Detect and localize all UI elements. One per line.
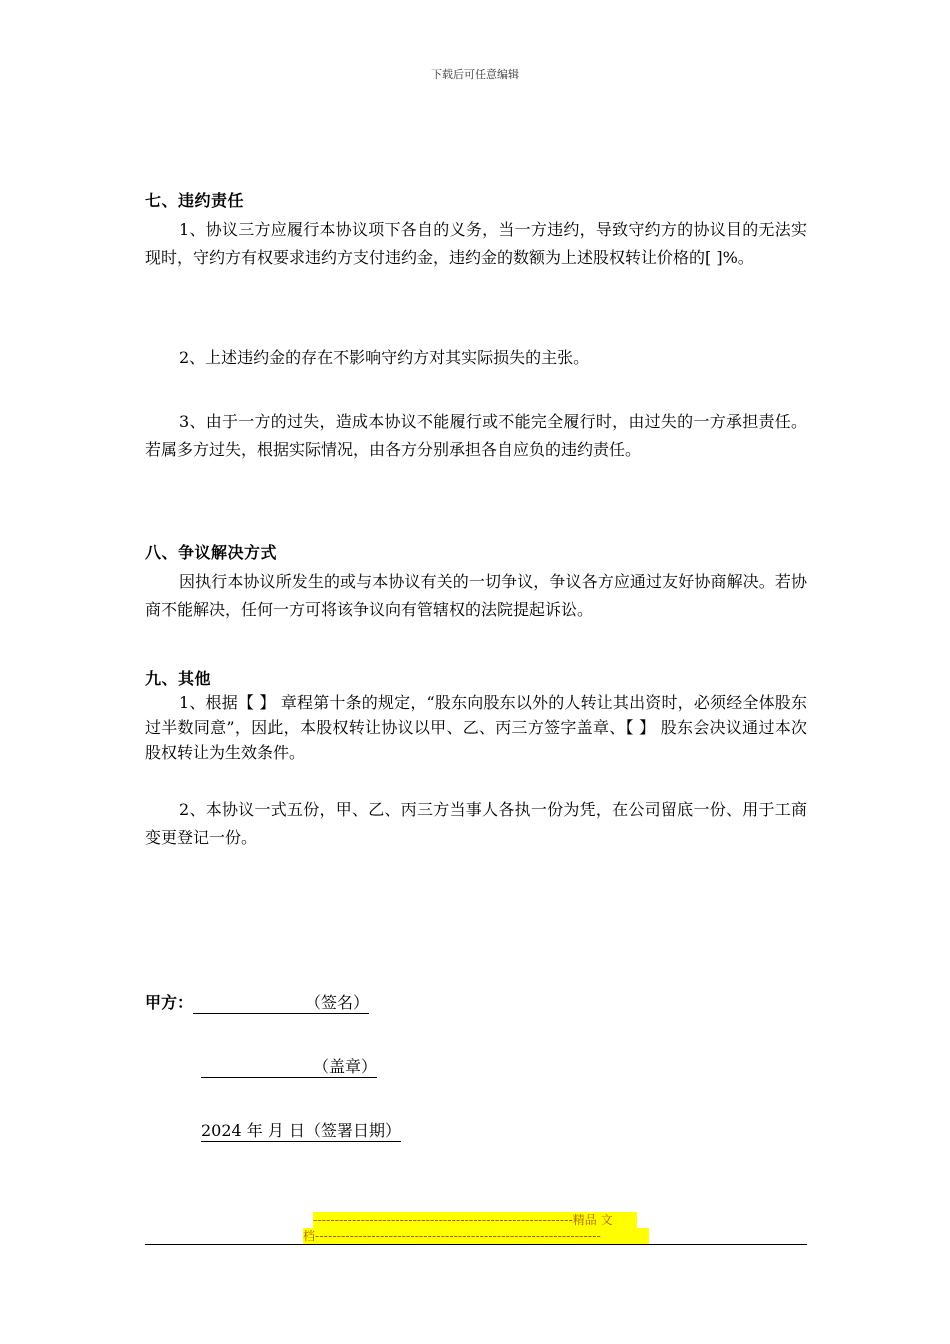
- sign-hint: （签名）: [305, 993, 370, 1012]
- section-9-paragraph-2: 2、本协议一式五份，甲、乙、丙三方当事人各执一份为凭，在公司留底一份、用于工商变更登记一份。: [145, 800, 807, 847]
- sign-field[interactable]: [193, 990, 369, 1014]
- seal-hint: （盖章）: [313, 1057, 378, 1076]
- section-8-title: 八、争议解决方式: [145, 543, 278, 562]
- section-8-paragraph-1: 因执行本协议所发生的或与本协议有关的一切争议，争议各方应通过友好协商解决。若协商不能解决，任何一方可将该争议向有管辖权的法院提起诉讼。: [145, 572, 807, 619]
- signature-seal-row: [201, 1054, 377, 1078]
- section-7-title: 七、违约责任: [145, 191, 245, 210]
- section-7-paragraph-1: 1、协议三方应履行本协议项下各自的义务，当一方违约，导致守约方的协议目的无法实现时，守约方有权要求违约方支付违约金，违约金的数额为上述股权转让价格的[ ]%。: [145, 220, 807, 267]
- footer-rule: [145, 1244, 807, 1245]
- date-field[interactable]: 2024 年 月 日（签署日期）: [201, 1118, 401, 1142]
- section-7-paragraph-3: 3、由于一方的过失，造成本协议不能履行或不能完全履行时，由过失的一方承担责任。若属多方过失，根据实际情况，由各方分别承担各自应负的违约责任。: [145, 412, 807, 459]
- header-note: 下载后可任意编辑: [431, 68, 519, 81]
- footer-line-2: 档------------------------------------------------------------------: [303, 1228, 649, 1244]
- signature-date-row: [201, 1118, 401, 1142]
- footer-line-1: ------------------------------------------------------------精品 文: [313, 1212, 637, 1228]
- section-9-paragraph-1: 1、根据【 】 章程第十条的规定，“股东向股东以外的人转让其出资时，必须经全体股东过半数同意”，因此，本股权转让协议以甲、乙、丙三方签字盖章、【 】 股东会决议通过本次股权转让为生效条件。: [145, 693, 807, 762]
- party-a-label: 甲方：: [145, 993, 194, 1012]
- seal-field[interactable]: [201, 1054, 377, 1078]
- section-9-title: 九、其他: [145, 669, 212, 688]
- signature-party-a-row: [145, 990, 369, 1014]
- section-7-paragraph-2: 2、上述违约金的存在不影响守约方对其实际损失的主张。: [179, 348, 590, 367]
